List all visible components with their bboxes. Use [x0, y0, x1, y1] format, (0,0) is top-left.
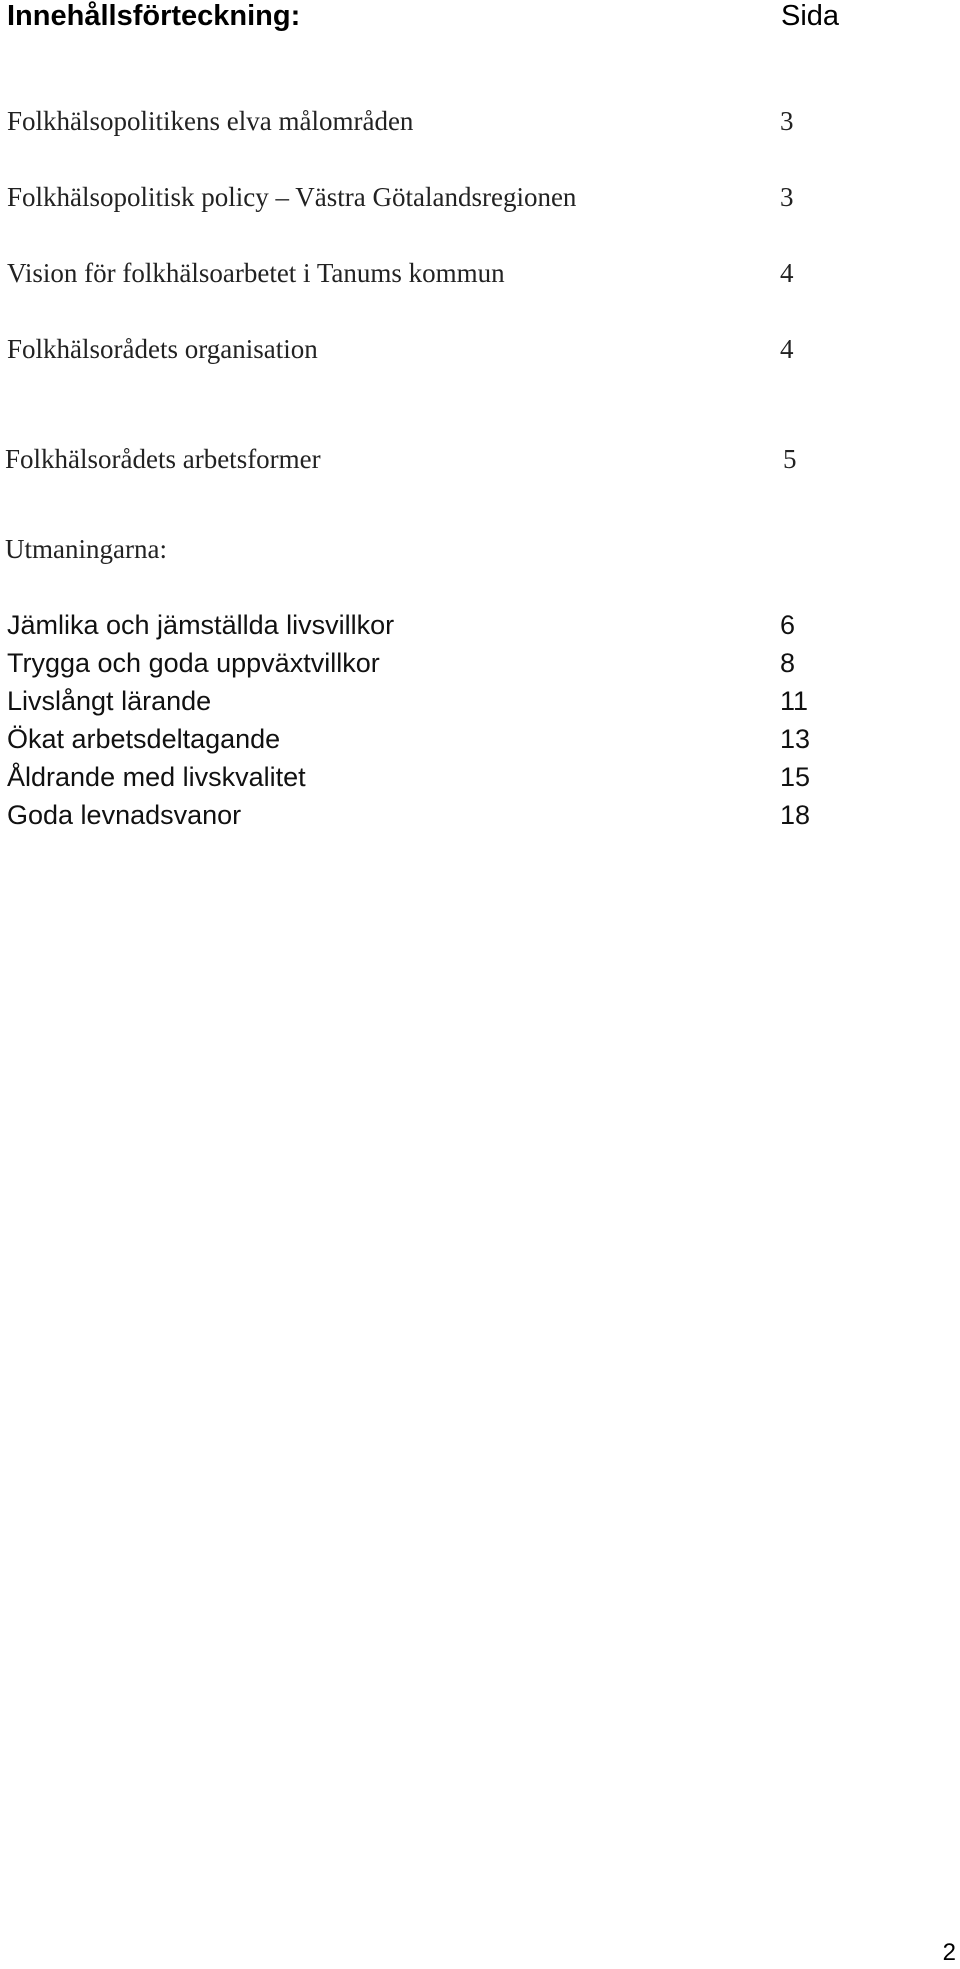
- toc-entry-page: 6: [780, 610, 796, 640]
- page-column-label: Sida: [781, 0, 840, 32]
- toc-entry-title: Folkhälsorådets arbetsformer: [5, 444, 321, 474]
- toc-entry-title: Goda levnadsvanor: [7, 800, 242, 830]
- toc-entry-page: 5: [783, 444, 797, 474]
- toc-entry-title: Åldrande med livskvalitet: [7, 762, 306, 792]
- toc-entry-page: 3: [780, 106, 794, 136]
- toc-entry-title: Livslångt lärande: [7, 686, 212, 716]
- toc-entry-page: 11: [780, 686, 809, 716]
- toc-entry-title: Trygga och goda uppväxtvillkor: [7, 648, 380, 678]
- toc-entry-page: 3: [780, 182, 794, 212]
- toc-entry-title: Vision för folkhälsoarbetet i Tanums kommun: [7, 258, 505, 288]
- toc-title: Innehållsförteckning:: [7, 0, 301, 32]
- toc-entry-page: 4: [780, 258, 794, 288]
- toc-entry-page: 18: [780, 800, 811, 830]
- toc-entry-title: Folkhälsopolitisk policy – Västra Götalandsregionen: [7, 182, 577, 212]
- toc-entry-page: 13: [780, 724, 811, 754]
- toc-entry-page: 4: [780, 334, 794, 364]
- page-number: 2: [942, 1939, 956, 1966]
- challenges-heading: Utmaningarna:: [5, 534, 167, 564]
- toc-entry-page: 8: [780, 648, 796, 678]
- toc-entry-title: Folkhälsorådets organisation: [7, 334, 318, 364]
- toc-entry-title: Ökat arbetsdeltagande: [7, 724, 281, 754]
- toc-entry-title: Jämlika och jämställda livsvillkor: [7, 610, 395, 640]
- toc-entry-page: 15: [780, 762, 811, 792]
- toc-entry-title: Folkhälsopolitikens elva målområden: [7, 106, 414, 136]
